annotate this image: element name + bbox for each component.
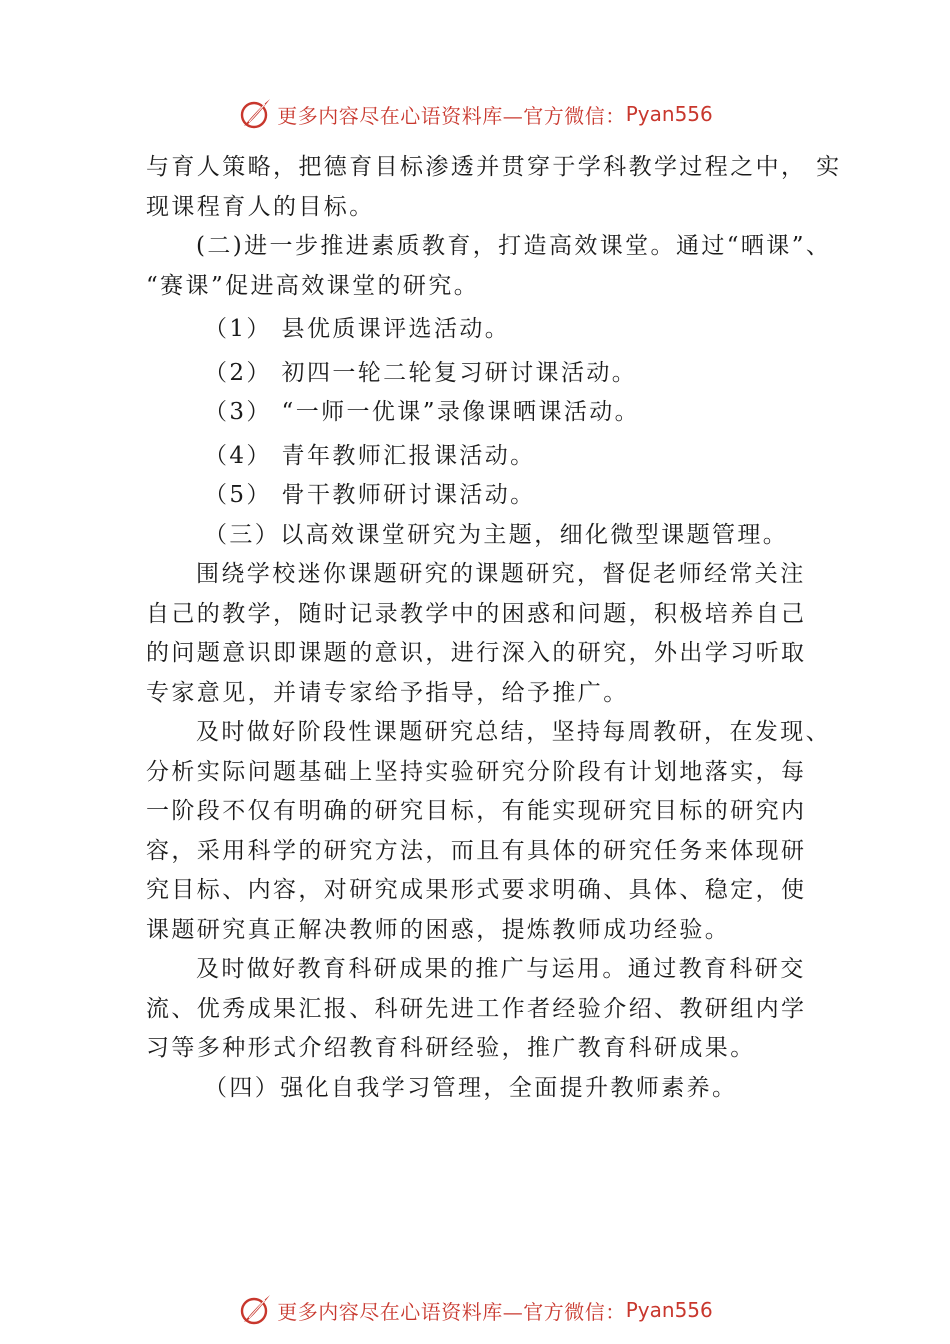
list-item-3: （3） “一师一优课”录像课晒课活动。: [204, 399, 641, 425]
body-line: 一阶段不仅有明确的研究目标，有能实现研究目标的研究内: [146, 798, 807, 824]
section-heading-3: （三）以高效课堂研究为主题，细化微型课题管理。: [204, 521, 789, 548]
body-line: 现课程育人的目标。: [146, 193, 375, 220]
banner-text: 更多内容尽在心语资料库—官方微信：: [277, 1299, 626, 1324]
body-line: 容，采用科学的研究方法，而且有具体的研究任务来体现研: [146, 837, 807, 864]
list-item-2: （2） 初四一轮二轮复习研讨课活动。: [204, 359, 638, 386]
section-heading-2: (二)进一步推进素质教育，打造高效课堂。通过“晒课”、: [196, 233, 832, 259]
body-line: 及时做好教育科研成果的推广与运用。通过教育科研交: [196, 956, 806, 982]
feather-logo-icon: [237, 96, 273, 132]
body-line: 的问题意识即课题的意识，进行深入的研究，外出学习听取: [146, 640, 807, 666]
body-line: “赛课”促进高效课堂的研究。: [146, 272, 480, 299]
body-line: 习等多种形式介绍教育科研经验，推广教育科研成果。: [146, 1035, 756, 1061]
body-line: 专家意见，并请专家给予指导，给予推广。: [146, 679, 629, 706]
document-body: [146, 148, 842, 1108]
body-line: 究目标、内容，对研究成果形式要求明确、具体、稳定，使: [146, 877, 807, 903]
list-item-4: （4） 青年教师汇报课活动。: [204, 442, 536, 469]
section-heading-4: （四）强化自我学习管理，全面提升教师素养。: [204, 1074, 738, 1101]
body-line: 流、优秀成果汇报、科研先进工作者经验介绍、教研组内学: [146, 995, 807, 1022]
header-banner: [0, 94, 950, 134]
body-line: 课题研究真正解决教师的困惑，提炼教师成功经验。: [146, 916, 731, 943]
banner-text: 更多内容尽在心语资料库—官方微信：: [277, 103, 626, 128]
body-line: 分析实际问题基础上坚持实验研究分阶段有计划地落实，每: [146, 758, 807, 785]
feather-logo-icon: [237, 1292, 273, 1328]
body-line: 围绕学校迷你课题研究的课题研究，督促老师经常关注: [196, 561, 806, 587]
footer-banner: [0, 1290, 950, 1330]
list-item-5: （5） 骨干教师研讨课活动。: [204, 482, 536, 508]
banner-wechat-id: Pyan556: [625, 1298, 713, 1322]
body-line: 自己的教学，随时记录教学中的困惑和问题，积极培养自己: [146, 600, 807, 627]
banner-wechat-id: Pyan556: [625, 102, 713, 126]
list-item-1: （1） 县优质课评选活动。: [204, 316, 511, 342]
body-line: 与育人策略，把德育目标渗透并贯穿于学科教学过程之中， 实: [146, 154, 842, 180]
body-line: 及时做好阶段性课题研究总结，坚持每周教研，在发现、: [196, 719, 831, 745]
